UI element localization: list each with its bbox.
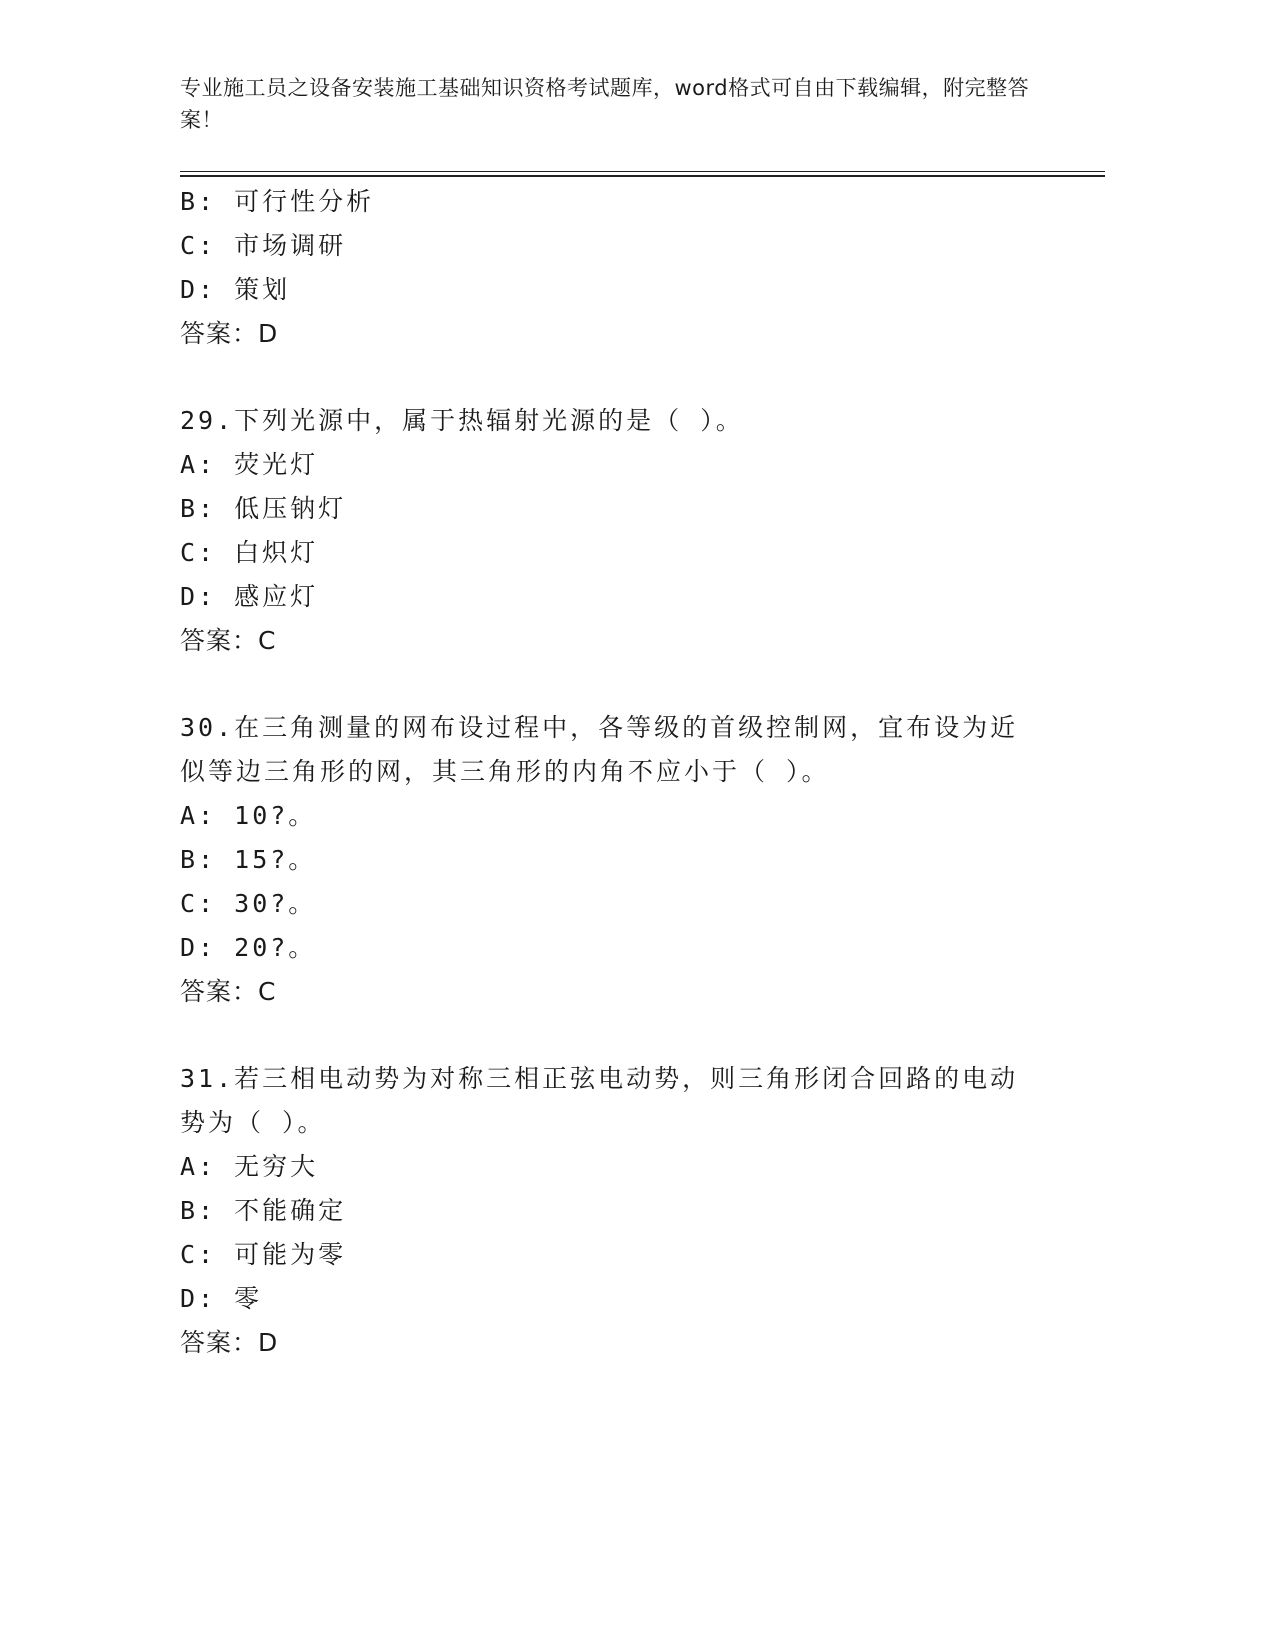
answer-line: 答案：D bbox=[180, 1328, 279, 1357]
option-a: A: 10?。 bbox=[180, 801, 317, 830]
option-a: A: 荧光灯 bbox=[180, 450, 319, 479]
question-list bbox=[180, 180, 1040, 1365]
header-divider-thick bbox=[180, 175, 1105, 177]
option-b: B: 不能确定 bbox=[180, 1196, 347, 1225]
option-d: D: 零 bbox=[180, 1284, 263, 1313]
question-stem: 29.下列光源中，属于热辐射光源的是（ ）。 bbox=[180, 406, 744, 435]
option-b: B: 低压钠灯 bbox=[180, 494, 347, 523]
option-d: D: 策划 bbox=[180, 275, 291, 304]
document-header: 专业施工员之设备安装施工基础知识资格考试题库，word格式可自由下载编辑，附完整答案！ bbox=[180, 76, 1030, 132]
answer-line: 答案：D bbox=[180, 319, 279, 348]
option-c: C: 白炽灯 bbox=[180, 538, 319, 567]
option-b: B: 15?。 bbox=[180, 845, 317, 874]
question-30 bbox=[180, 706, 1040, 1014]
question-29 bbox=[180, 399, 1040, 663]
option-d: D: 感应灯 bbox=[180, 582, 319, 611]
option-a: A: 无穷大 bbox=[180, 1152, 319, 1181]
option-c: C: 可能为零 bbox=[180, 1240, 347, 1269]
option-c: C: 市场调研 bbox=[180, 231, 347, 260]
question-31 bbox=[180, 1057, 1040, 1365]
answer-line: 答案：C bbox=[180, 626, 277, 655]
option-b: B: 可行性分析 bbox=[180, 187, 375, 216]
answer-line: 答案：C bbox=[180, 977, 277, 1006]
question-28-continued bbox=[180, 180, 1040, 356]
question-stem: 31.若三相电动势为对称三相正弦电动势，则三角形闭合回路的电动势为（ ）。 bbox=[180, 1064, 1019, 1137]
question-stem: 30.在三角测量的网布设过程中，各等级的首级控制网，宜布设为近似等边三角形的网，其三角形的内角不应小于（ ）。 bbox=[180, 713, 1019, 786]
option-c: C: 30?。 bbox=[180, 889, 317, 918]
option-d: D: 20?。 bbox=[180, 933, 317, 962]
header-divider bbox=[180, 171, 1105, 172]
